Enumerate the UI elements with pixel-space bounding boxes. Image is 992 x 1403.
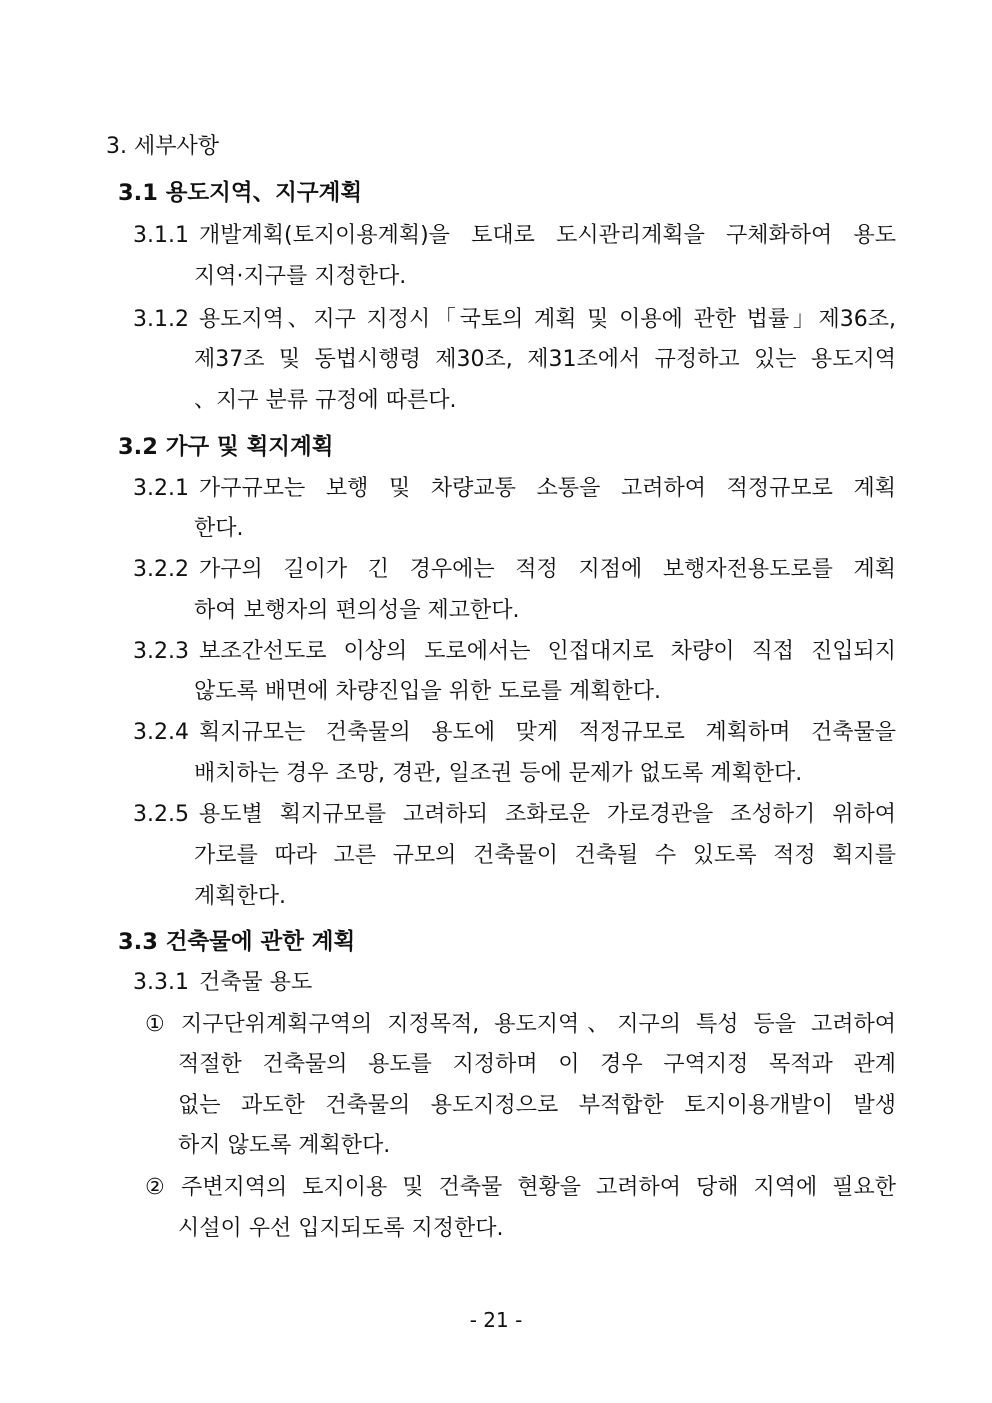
point-1-line-3: 없는 과도한 건축물의 용도지정으로 부적합한 토지이용개발이 발생 xyxy=(178,1093,896,1118)
item-number: 3.2.5 xyxy=(133,802,189,827)
item-3-1-1-line-1 xyxy=(133,221,896,251)
item-3-2-1-line-1 xyxy=(133,474,896,504)
point-1-line-4: 하지 않도록 계획한다. xyxy=(178,1133,391,1158)
item-3-3-1 xyxy=(133,968,312,998)
item-text: 획지규모는 건축물의 용도에 맞게 적정규모로 계획하며 건축물을 xyxy=(199,720,896,745)
subsection-heading-3-3: 3.3 건축물에 관한 계획 xyxy=(118,929,356,955)
point-2-line-1 xyxy=(145,1173,896,1203)
item-3-1-2-line-3: 、지구 분류 규정에 따른다. xyxy=(194,388,457,413)
item-text: 건축물 용도 xyxy=(199,970,313,995)
circled-marker: ① xyxy=(145,1012,165,1037)
point-1-line-1 xyxy=(145,1010,896,1040)
subsection-heading-3-2: 3.2 가구 및 획지계획 xyxy=(118,434,334,460)
item-3-2-5-line-1 xyxy=(133,800,896,830)
section-title: 3. 세부사항 xyxy=(106,134,219,159)
item-3-2-4-line-2: 배치하는 경우 조망, 경관, 일조권 등에 문제가 없도록 계획한다. xyxy=(194,761,803,786)
item-text: 용도지역、지구 지정시「국토의 계획 및 이용에 관한 법률」제36조, xyxy=(199,307,896,332)
item-number: 3.3.1 xyxy=(133,970,189,995)
item-number: 3.1.1 xyxy=(133,223,189,248)
point-text: 주변지역의 토지이용 및 건축물 현황을 고려하여 당해 지역에 필요한 xyxy=(181,1175,896,1200)
item-text: 개발계획(토지이용계획)을 토대로 도시관리계획을 구체화하여 용도 xyxy=(199,223,896,248)
item-text: 가구규모는 보행 및 차량교통 소통을 고려하여 적정규모로 계획 xyxy=(199,476,896,501)
point-2-line-2: 시설이 우선 입지되도록 지정한다. xyxy=(178,1216,504,1241)
item-3-1-2-line-1 xyxy=(133,305,896,335)
item-number: 3.2.4 xyxy=(133,720,189,745)
item-3-2-2-line-2: 하여 보행자의 편의성을 제고한다. xyxy=(194,598,520,623)
item-number: 3.2.2 xyxy=(133,557,189,582)
item-3-2-4-line-1 xyxy=(133,718,896,748)
item-3-1-2-line-2: 제37조 및 동법시행령 제30조, 제31조에서 규정하고 있는 용도지역 xyxy=(194,347,896,372)
page-number: - 21 - xyxy=(469,1308,523,1332)
item-3-2-2-line-1 xyxy=(133,555,896,585)
item-3-2-1-line-2: 한다. xyxy=(194,516,244,541)
item-3-2-3-line-1 xyxy=(133,637,896,667)
point-text: 지구단위계획구역의 지정목적, 용도지역、지구의 특성 등을 고려하여 xyxy=(181,1012,896,1037)
item-3-2-3-line-2: 않도록 배면에 차량진입을 위한 도로를 계획한다. xyxy=(194,679,662,704)
item-text: 보조간선도로 이상의 도로에서는 인접대지로 차량이 직접 진입되지 xyxy=(199,639,896,664)
item-3-2-5-line-2: 가로를 따라 고른 규모의 건축물이 건축될 수 있도록 적정 획지를 xyxy=(194,843,896,868)
item-3-2-5-line-3: 계획한다. xyxy=(194,884,287,909)
item-number: 3.2.3 xyxy=(133,639,189,664)
item-3-1-1-line-2: 지역·지구를 지정한다. xyxy=(194,264,407,289)
point-1-line-2: 적절한 건축물의 용도를 지정하며 이 경우 구역지정 목적과 관계 xyxy=(178,1052,896,1077)
subsection-heading-3-1: 3.1 용도지역、지구계획 xyxy=(118,180,363,206)
item-text: 가구의 길이가 긴 경우에는 적정 지점에 보행자전용도로를 계획 xyxy=(199,557,896,582)
item-number: 3.1.2 xyxy=(133,307,189,332)
item-number: 3.2.1 xyxy=(133,476,189,501)
circled-marker: ② xyxy=(145,1175,165,1200)
item-text: 용도별 획지규모를 고려하되 조화로운 가로경관을 조성하기 위하여 xyxy=(199,802,896,827)
